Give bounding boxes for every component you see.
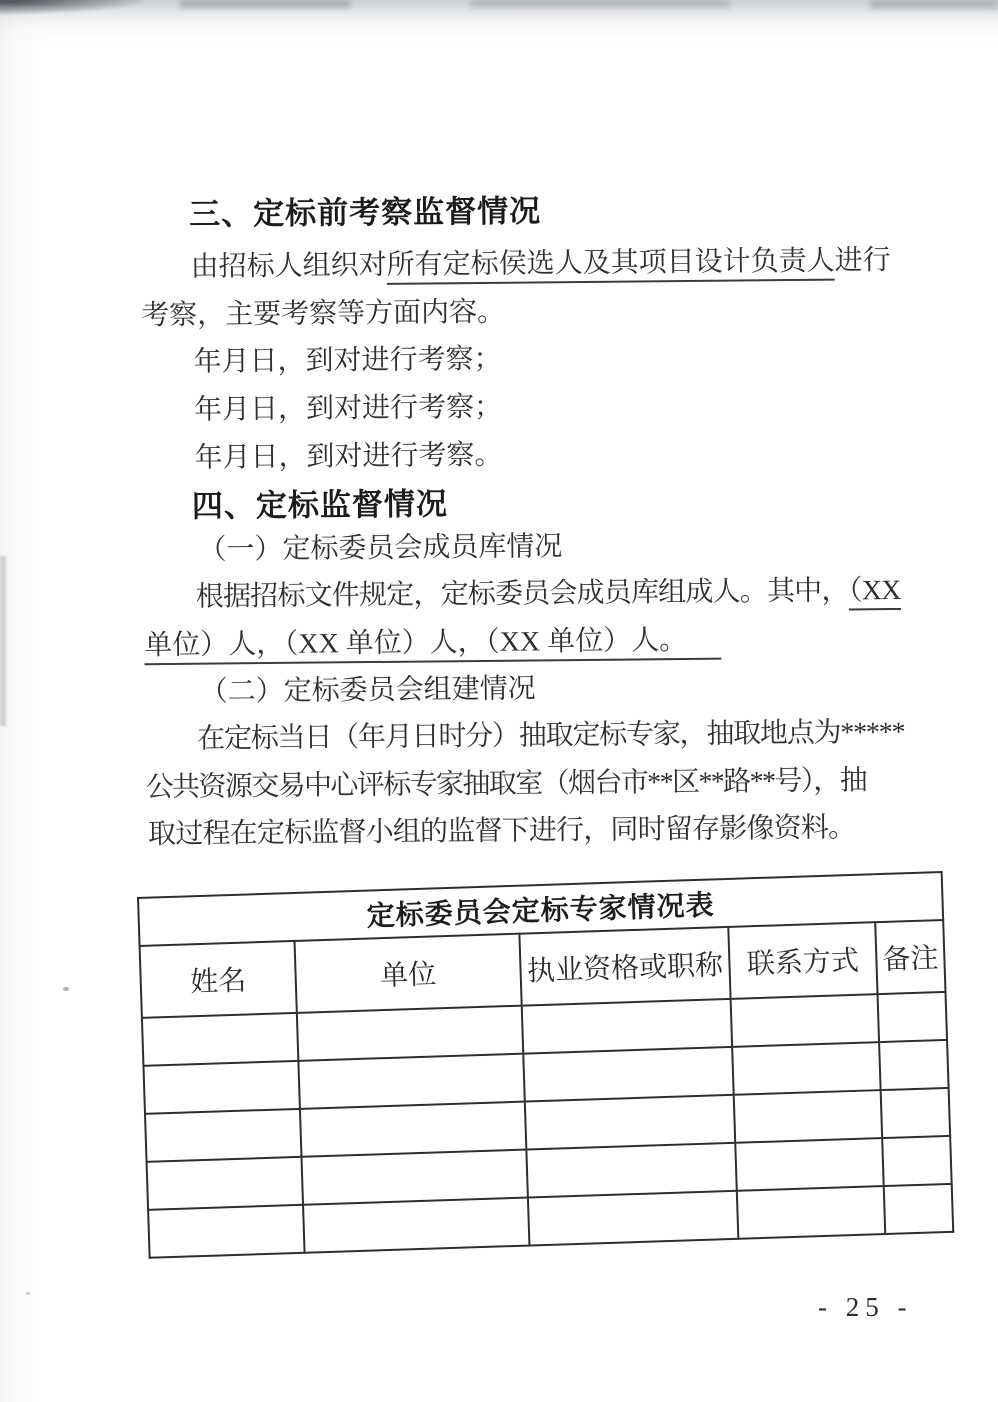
table-cell (523, 1047, 733, 1102)
table-title: 定标委员会定标专家情况表 (138, 872, 943, 946)
table-cell (300, 1102, 526, 1157)
table-cell (301, 1150, 527, 1205)
scan-speck (63, 987, 69, 991)
member-pool-line1-text: 根据招标文件规定，定标委员会成员库组成人。其中， (195, 575, 849, 613)
inspection-date-line: 年月日，到对进行考察； (193, 343, 502, 378)
table-cell (882, 1136, 952, 1186)
table-cell (147, 1157, 303, 1210)
inspection-line1-underlined: 所有定标侯选人及其项目设计负责人 (387, 246, 835, 285)
table-cell (737, 1186, 885, 1239)
table-cell (142, 1013, 298, 1066)
expert-table (137, 871, 954, 1259)
table-cell (735, 1138, 883, 1191)
column-header-qualification: 执业资格或职称 (519, 927, 730, 1006)
column-header-note: 备注 (875, 920, 945, 994)
column-header-contact: 联系方式 (728, 922, 877, 999)
inspection-line1-prefix: 由招标人组织对 (190, 249, 387, 283)
formation-line1: 在定标当日（年月日时分）抽取定标专家，抽取地点为***** (197, 716, 905, 755)
table-cell (884, 1184, 954, 1234)
formation-line3: 取过程在定标监督小组的监督下进行，同时留存影像资料。 (147, 812, 856, 851)
formation-heading: （二）定标委员会组建情况 (199, 673, 536, 708)
table-cell (732, 1042, 880, 1095)
table-cell (731, 994, 879, 1047)
member-pool-line1 (196, 568, 901, 615)
section-heading-four: 四、定标监督情况 (191, 486, 449, 524)
table-cell (148, 1205, 304, 1258)
member-pool-line1-underlined: （XX (848, 575, 900, 610)
table-cell (298, 1054, 524, 1109)
member-pool-line2 (144, 618, 721, 664)
table-cell (145, 1109, 301, 1162)
table-cell (143, 1061, 299, 1114)
inspection-date-line: 年月日，到对进行考察。 (194, 439, 503, 474)
inspection-line1-suffix: 进行 (834, 245, 891, 277)
table-cell (522, 999, 732, 1054)
scan-speck (26, 1292, 30, 1295)
expert-table-container (137, 871, 952, 1259)
column-header-name: 姓名 (140, 941, 297, 1018)
expert-table-body (138, 872, 953, 1258)
table-cell (303, 1198, 529, 1253)
table-cell (879, 1040, 949, 1090)
column-header-unit: 单位 (295, 934, 522, 1013)
formation-line2: 公共资源交易中心评标专家抽取室（烟台市**区**路**号），抽 (145, 765, 867, 804)
table-cell (297, 1006, 523, 1061)
member-pool-heading: （一）定标委员会成员库情况 (198, 531, 563, 566)
table-cell (881, 1088, 951, 1138)
inspection-date-line: 年月日，到对进行考察； (193, 391, 503, 426)
table-cell (528, 1191, 738, 1246)
table-cell (878, 992, 948, 1042)
member-pool-line2-underlined: 单位）人，（XX 单位）人，（XX 单位）人。 (144, 625, 721, 666)
section-heading-three: 三、定标前考察监督情况 (188, 193, 542, 232)
inspection-paragraph-line1 (190, 238, 890, 285)
table-cell (734, 1090, 882, 1143)
table-cell (526, 1143, 736, 1198)
inspection-paragraph-line2: 考察，主要考察等方面内容。 (140, 296, 506, 332)
page-number: - 25 - (818, 1292, 913, 1322)
table-cell (525, 1095, 735, 1150)
